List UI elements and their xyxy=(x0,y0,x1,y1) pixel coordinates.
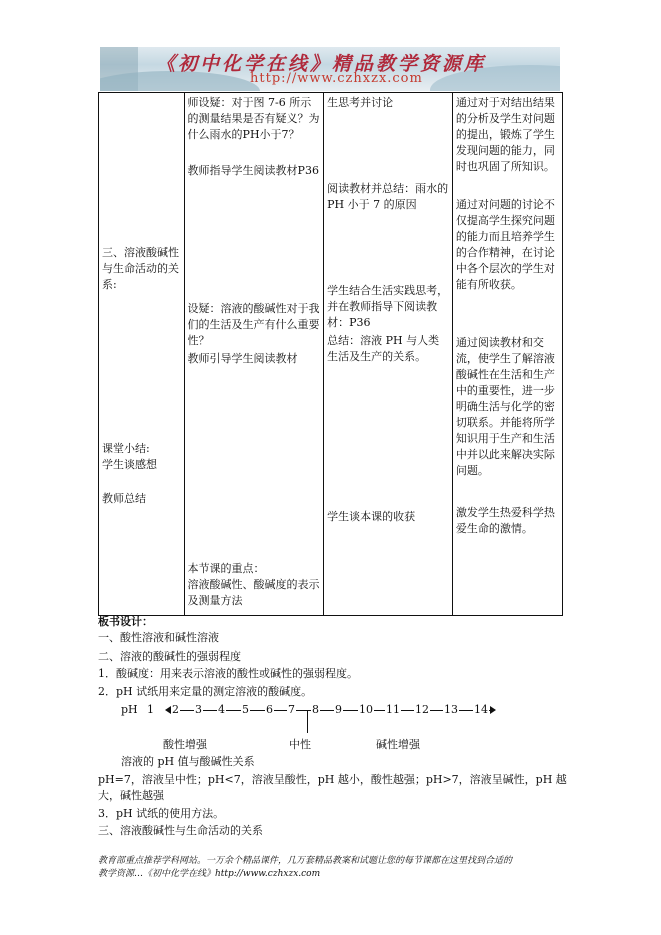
key-title: 本节课的重点： xyxy=(187,562,265,575)
student-read-summary: 阅读教材并总结：雨水的 PH 小于 7 的原因 xyxy=(327,182,449,211)
table-cell-teacher xyxy=(184,93,324,616)
lesson-table xyxy=(98,92,563,616)
relation-title: 溶液的 pH 值与酸碱性关系 xyxy=(121,755,255,768)
intent-reason2: 通过对问题的讨论不仅提高学生探究问题的能力而且培养学生的合作精神，在讨论中各个层次的学生对能有所收获。 xyxy=(455,198,555,291)
ph-number: 2 xyxy=(172,703,179,716)
student-harvest: 学生谈本课的收获 xyxy=(327,510,416,523)
student-conclusion: 总结：溶液 PH 与人类生活及生产的关系。 xyxy=(327,334,440,363)
banner-title: 《初中化学在线》精品教学资源库 xyxy=(156,53,487,75)
student-combine: 学生结合生活实践思考，并在教师指导下阅读教材：P36 xyxy=(327,284,449,329)
intent-reason4: 激发学生热爱科学热爱生命的激情。 xyxy=(455,506,555,535)
ph-number: 12 xyxy=(415,703,429,716)
board-line2: 二、溶液的酸碱性的强弱程度 xyxy=(98,650,241,663)
key-points: 溶液酸碱性、酸碱度的表示及测量方法 xyxy=(187,578,320,607)
ph-number: 6 xyxy=(266,703,273,716)
teacher-question1: 师设疑：对于图 7-6 所示的测量结果是否有疑义？为什么雨水的PH小于7？ xyxy=(187,96,320,141)
neutral-tick xyxy=(307,711,308,733)
ph-number: 5 xyxy=(242,703,249,716)
intent-reason1: 通过对于对结出结果的分析及学生对问题的提出，锻炼了学生发现问题的能力，同时也巩固了所知识。 xyxy=(455,96,555,173)
ph-number: 14 xyxy=(474,703,488,716)
intent-reason3: 通过阅读教材和交流，使学生了解溶液酸碱性在生活和生产中的重要性，进一步明确生活与化学的密切联系。并能将所学知识用于生产和生活中并以此来解决实际问题。 xyxy=(455,336,555,477)
section3-title: 三、溶液酸碱性与生命活动的关系: xyxy=(102,246,179,291)
teacher-summary: 教师总结 xyxy=(102,492,146,505)
board-line3: 1．酸碱度：用来表示溶液的酸性或碱性的强弱程度。 xyxy=(98,667,358,680)
summary-line: 学生谈感想 xyxy=(102,458,157,471)
ph-scale-label: pH xyxy=(121,703,138,716)
ph-number: 13 xyxy=(444,703,458,716)
acid-label: 酸性增强 xyxy=(163,738,207,751)
ph-number: 4 xyxy=(218,703,225,716)
relation-line1: pH=7，溶液呈中性；pH<7，溶液呈酸性，pH 越小，酸性越强；pH>7，溶液呈碱性，pH 越 xyxy=(98,773,567,786)
ph-number: 3 xyxy=(195,703,202,716)
table-cell-section xyxy=(99,93,185,616)
arrow-right-icon xyxy=(490,706,496,714)
footer-note xyxy=(98,855,512,881)
ph-number: 10 xyxy=(359,703,373,716)
footer-line1: 教育部重点推荐学科网站。一万余个精品课件，几万套精品教案和试题让您的每节课都在这里找到合适的 xyxy=(98,856,513,866)
board-line5: 3．pH 试纸的使用方法。 xyxy=(98,807,225,820)
board-line1: 一、酸性溶液和碱性溶液 xyxy=(98,631,219,644)
ph-number: 1 xyxy=(147,703,154,716)
ph-number: 9 xyxy=(335,703,342,716)
base-label: 碱性增强 xyxy=(376,738,420,751)
board-heading: 板书设计： xyxy=(98,615,153,628)
ph-number: 7 xyxy=(288,703,295,716)
neutral-label: 中性 xyxy=(289,738,311,751)
teacher-question2: 设疑：溶液的酸碱性对于我们的生活及生产有什么重要性？ xyxy=(187,302,320,347)
ph-number: 11 xyxy=(386,703,400,716)
table-cell-intent xyxy=(452,93,562,616)
footer-line2[interactable]: 教学资源…《初中化学在线》http://www.czhxzx.com xyxy=(98,869,321,879)
banner-url[interactable]: http://www.czhxzx.com xyxy=(250,71,423,86)
summary-title: 课堂小结: xyxy=(102,442,150,455)
ph-number: 8 xyxy=(312,703,319,716)
board-line6: 三、溶液酸碱性与生命活动的关系 xyxy=(98,824,263,837)
ph-scale xyxy=(120,703,500,729)
teacher-guide1: 教师指导学生阅读教材P36 xyxy=(187,164,319,177)
table-cell-student xyxy=(324,93,453,616)
student-discuss: 生思考并讨论 xyxy=(327,96,394,109)
board-line4: 2．pH 试纸用来定量的测定溶液的酸碱度。 xyxy=(98,685,313,698)
teacher-guide2: 教师引导学生阅读教材 xyxy=(187,352,298,365)
header-banner xyxy=(100,47,560,91)
relation-line2: 大，碱性越强 xyxy=(98,789,164,802)
